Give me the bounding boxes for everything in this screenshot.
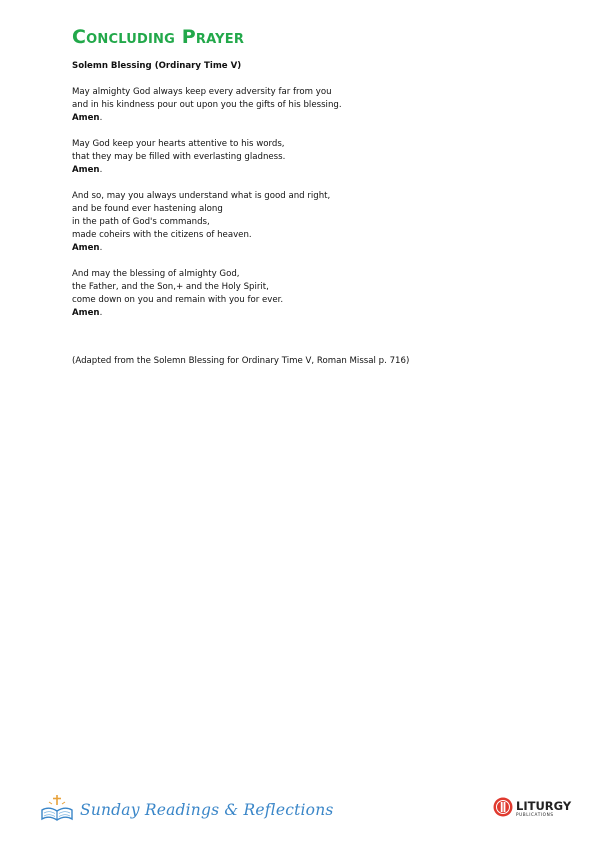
stanza-line: made coheirs with the citizens of heaven. (72, 229, 252, 240)
publisher-subtitle: PUBLICATIONS (516, 812, 554, 818)
blessing-stanza: May almighty God always keep every adversity far from you and in his kindness pour out upon you the gifts of his blessing. Amen. (72, 87, 342, 123)
stanza-line: And so, may you always understand what is good and right, (72, 191, 331, 201)
open-book-icon (40, 793, 74, 827)
stanza-line: that they may be filled with everlasting gladness. (72, 151, 286, 162)
publisher-name: LITURGY (516, 798, 572, 813)
amen-response: Amen (72, 242, 100, 253)
stanza-line: come down on you and remain with you for ever. (72, 294, 284, 305)
stanza-line: the Father, and the Son,+ and the Holy Spirit, (72, 281, 269, 292)
amen-response: Amen (72, 307, 100, 318)
amen-response: Amen (72, 112, 100, 123)
blessing-stanza: And may the blessing of almighty God, the Father, and the Son,+ and the Holy Spirit, come down on you and remain with you for ever. Amen. (72, 269, 284, 318)
stanza-line: May almighty God always keep every adversity far from you (72, 87, 332, 97)
stanza-line: And may the blessing of almighty God, (72, 269, 240, 279)
stanza-line: and in his kindness pour out upon you the gifts of his blessing. (72, 99, 342, 110)
stanza-line: and be found ever hastening along (72, 203, 223, 214)
publisher-logo (493, 797, 571, 821)
series-logo (40, 793, 334, 827)
amen-response: Amen (72, 164, 100, 175)
series-wordmark: Sunday Readings & Reflections (80, 801, 334, 819)
stanza-line: May God keep your hearts attentive to his words, (72, 139, 285, 149)
publisher-emblem-icon (493, 797, 513, 821)
page-title: Concluding Prayer (72, 26, 245, 48)
blessing-stanza: And so, may you always understand what is good and right, and be found ever hastening along in the path of God's commands, made coheirs with the citizens of heaven. Amen. (72, 191, 331, 253)
blessing-stanza: May God keep your hearts attentive to his words, that they may be filled with everlasting gladness. Amen. (72, 139, 286, 175)
source-note: (Adapted from the Solemn Blessing for Ordinary Time V, Roman Missal p. 716) (72, 356, 410, 366)
blessing-subtitle: Solemn Blessing (Ordinary Time V) (72, 61, 242, 71)
stanza-line: in the path of God's commands, (72, 216, 210, 227)
